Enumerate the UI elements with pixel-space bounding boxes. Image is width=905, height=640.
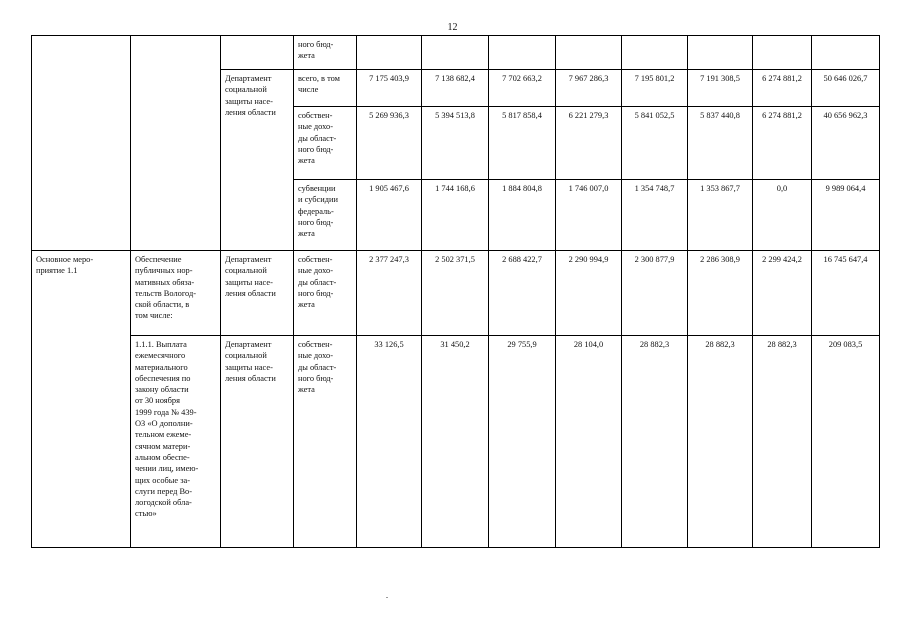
value-cell: 1 746 007,0	[556, 180, 622, 251]
value-cell: 5 817 858,4	[489, 107, 556, 180]
source-cell: всего, в том числе	[294, 70, 357, 107]
value-cell: 5 394 513,8	[422, 107, 489, 180]
source-cell: субвенции и субсидии федераль- ного бюд- жета	[294, 180, 357, 251]
total-cell	[812, 36, 880, 70]
value-cell: 5 841 052,5	[622, 107, 688, 180]
value-cell: 1 884 804,8	[489, 180, 556, 251]
source-cell: собствен- ные дохо- ды област- ного бюд- жета	[294, 107, 357, 180]
value-cell	[422, 36, 489, 70]
value-cell: 28 104,0	[556, 336, 622, 548]
value-cell: 6 221 279,3	[556, 107, 622, 180]
value-cell: 28 882,3	[622, 336, 688, 548]
value-cell: 1 744 168,6	[422, 180, 489, 251]
page-number: 12	[447, 22, 458, 33]
value-cell: 1 353 867,7	[688, 180, 753, 251]
value-cell: 1 905 467,6	[357, 180, 422, 251]
executor-cell	[221, 36, 294, 70]
event-cell: Основное меро- приятие 1.1	[32, 251, 131, 548]
source-cell: ного бюд- жета	[294, 36, 357, 70]
executor-cell: Департамент социальной защиты насе- ления области	[221, 251, 294, 336]
value-cell: 7 702 663,2	[489, 70, 556, 107]
scan-speck	[386, 597, 388, 598]
source-cell: собствен- ные дохо- ды област- ного бюд- жета	[294, 251, 357, 336]
value-cell: 5 837 440,8	[688, 107, 753, 180]
value-cell: 31 450,2	[422, 336, 489, 548]
value-cell: 2 290 994,9	[556, 251, 622, 336]
value-cell: 2 377 247,3	[357, 251, 422, 336]
total-cell: 40 656 962,3	[812, 107, 880, 180]
source-cell: собствен- ные дохо- ды област- ного бюд- жета	[294, 336, 357, 548]
value-cell: 2 688 422,7	[489, 251, 556, 336]
description-cell: 1.1.1. Выплата ежемесячного материального обеспечения по закону области от 30 ноября 1999 года № 439- ОЗ «О дополни- тельном ежеме- сячном матери- альном обеспе- чении лиц, имею- щих особые за- слуги перед Во- логодской обла- стью»	[131, 336, 221, 548]
value-cell: 7 967 286,3	[556, 70, 622, 107]
value-cell: 1 354 748,7	[622, 180, 688, 251]
value-cell	[357, 36, 422, 70]
value-cell	[556, 36, 622, 70]
total-cell: 9 989 064,4	[812, 180, 880, 251]
executor-cell: Департамент социальной защиты насе- ления области	[221, 336, 294, 548]
event-cell	[32, 36, 131, 251]
executor-cell: Департамент социальной защиты насе- ления области	[221, 70, 294, 251]
value-cell: 33 126,5	[357, 336, 422, 548]
value-cell	[622, 36, 688, 70]
value-cell: 7 191 308,5	[688, 70, 753, 107]
value-cell	[753, 36, 812, 70]
value-cell: 7 195 801,2	[622, 70, 688, 107]
total-cell: 209 083,5	[812, 336, 880, 548]
budget-table	[31, 35, 880, 548]
value-cell: 2 299 424,2	[753, 251, 812, 336]
value-cell: 7 175 403,9	[357, 70, 422, 107]
table-row	[32, 336, 880, 548]
value-cell: 2 286 308,9	[688, 251, 753, 336]
description-cell	[131, 36, 221, 251]
table-row	[32, 251, 880, 336]
value-cell: 6 274 881,2	[753, 70, 812, 107]
value-cell: 29 755,9	[489, 336, 556, 548]
value-cell: 0,0	[753, 180, 812, 251]
value-cell	[489, 36, 556, 70]
value-cell: 2 300 877,9	[622, 251, 688, 336]
value-cell: 6 274 881,2	[753, 107, 812, 180]
value-cell: 5 269 936,3	[357, 107, 422, 180]
value-cell: 28 882,3	[753, 336, 812, 548]
value-cell: 28 882,3	[688, 336, 753, 548]
description-cell: Обеспечение публичных нор- мативных обяза- тельств Вологод- ской области, в том числе:	[131, 251, 221, 336]
value-cell	[688, 36, 753, 70]
total-cell: 50 646 026,7	[812, 70, 880, 107]
table-row	[32, 36, 880, 70]
value-cell: 2 502 371,5	[422, 251, 489, 336]
value-cell: 7 138 682,4	[422, 70, 489, 107]
total-cell: 16 745 647,4	[812, 251, 880, 336]
